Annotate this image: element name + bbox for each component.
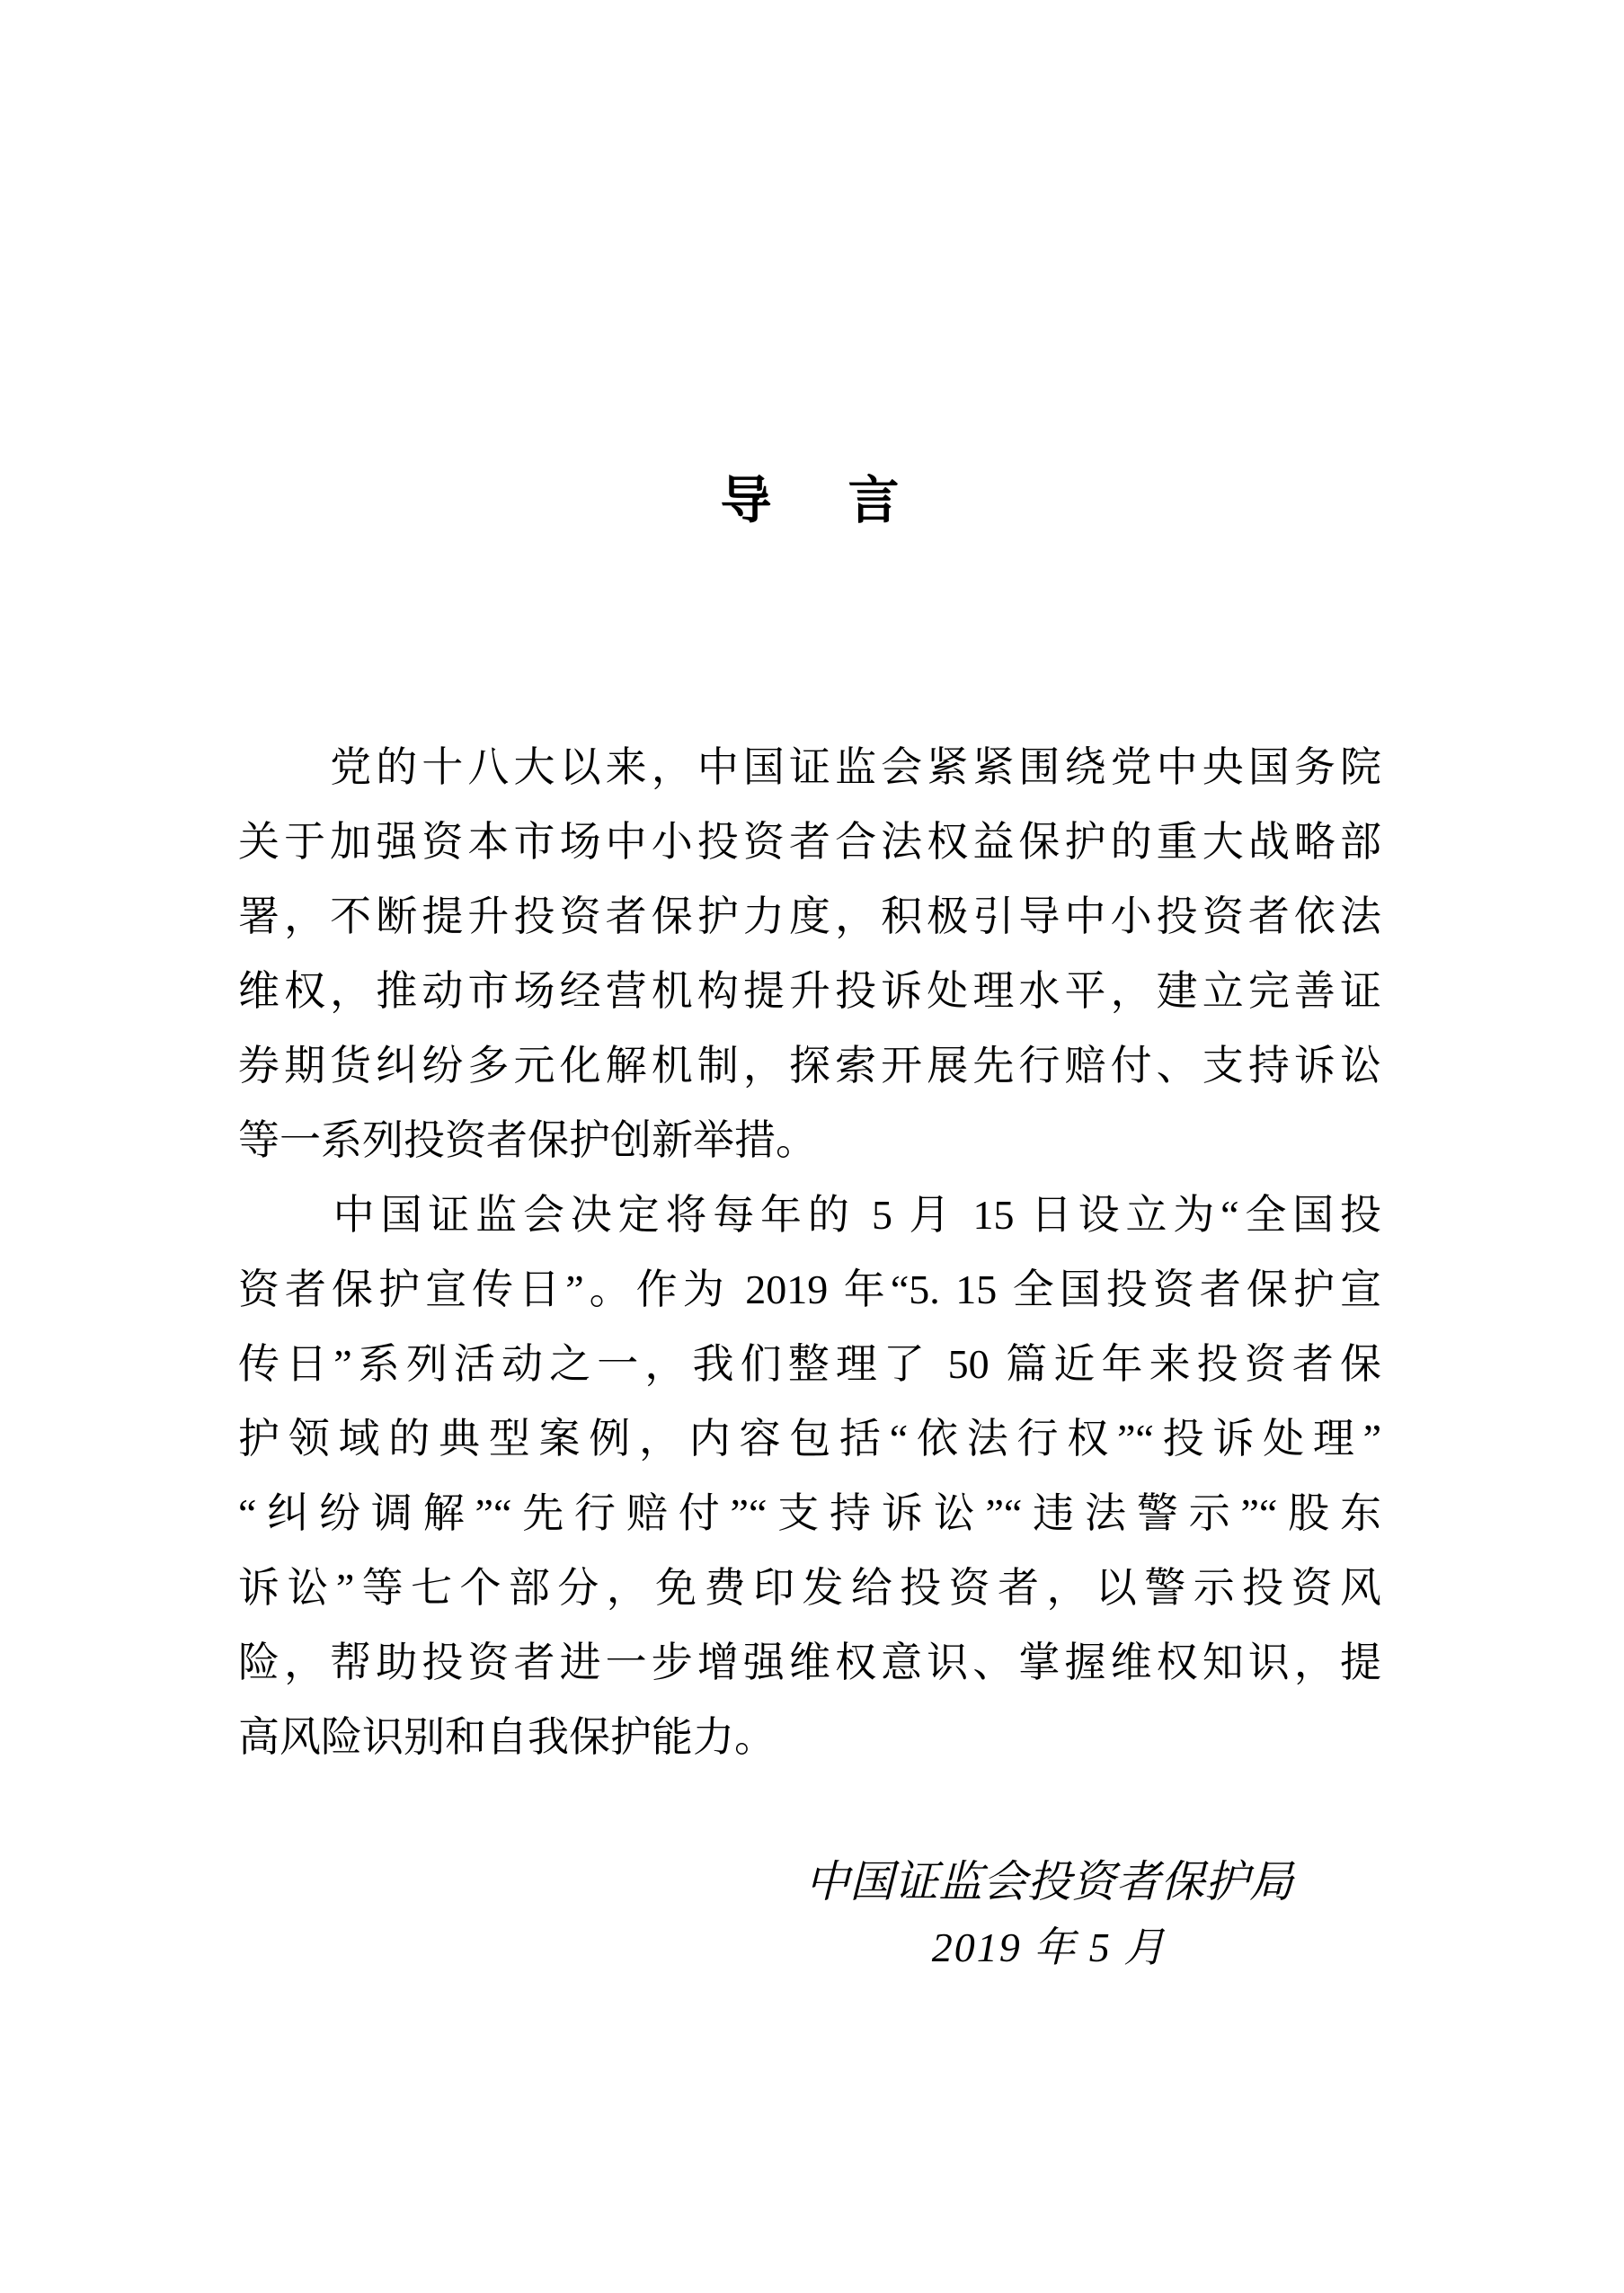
body-text xyxy=(238,730,1381,1774)
text-line: 诉讼”等七个部分，免费印发给投资者，以警示投资风 xyxy=(238,1565,1381,1611)
text-line: 关于加强资本市场中小投资者合法权益保护的重大战略部 xyxy=(238,819,1381,865)
page-title-char-2: 言 xyxy=(847,473,900,529)
text-line: 署，不断提升投资者保护力度，积极引导中小投资者依法 xyxy=(238,893,1381,939)
text-line: 传日”系列活动之一，我们整理了 50 篇近年来投资者保 xyxy=(238,1341,1381,1387)
text-line: 维权，推动市场经营机构提升投诉处理水平，建立完善证 xyxy=(238,968,1381,1014)
text-line: 券期货纠纷多元化解机制，探索开展先行赔付、支持诉讼 xyxy=(238,1043,1381,1089)
page-title xyxy=(238,466,1381,538)
text-line: 党的十八大以来，中国证监会紧紧围绕党中央国务院 xyxy=(238,744,1381,790)
text-line: 等一系列投资者保护创新举措。 xyxy=(238,1117,817,1163)
signature-date: 2019 年 5 月 xyxy=(931,1924,1167,1970)
text-line: 中国证监会决定将每年的 5 月 15 日设立为“全国投 xyxy=(238,1192,1381,1238)
text-line: 高风险识别和自我保护能力。 xyxy=(238,1714,776,1760)
text-line: 资者保护宣传日”。作为 2019 年“5. 15 全国投资者保护宣 xyxy=(238,1266,1381,1312)
text-line: 护领域的典型案例，内容包括“依法行权”“投诉处理” xyxy=(238,1416,1381,1462)
signature-organization: 中国证监会投资者保护局 xyxy=(805,1857,1293,1906)
text-line: 险，帮助投资者进一步增强维权意识、掌握维权知识，提 xyxy=(238,1640,1381,1685)
text-line: “纠纷调解”“先行赔付”“支持诉讼”“违法警示”“股东 xyxy=(238,1490,1381,1536)
signature-block xyxy=(805,1853,1293,1970)
page-title-char-1: 导 xyxy=(720,473,772,529)
